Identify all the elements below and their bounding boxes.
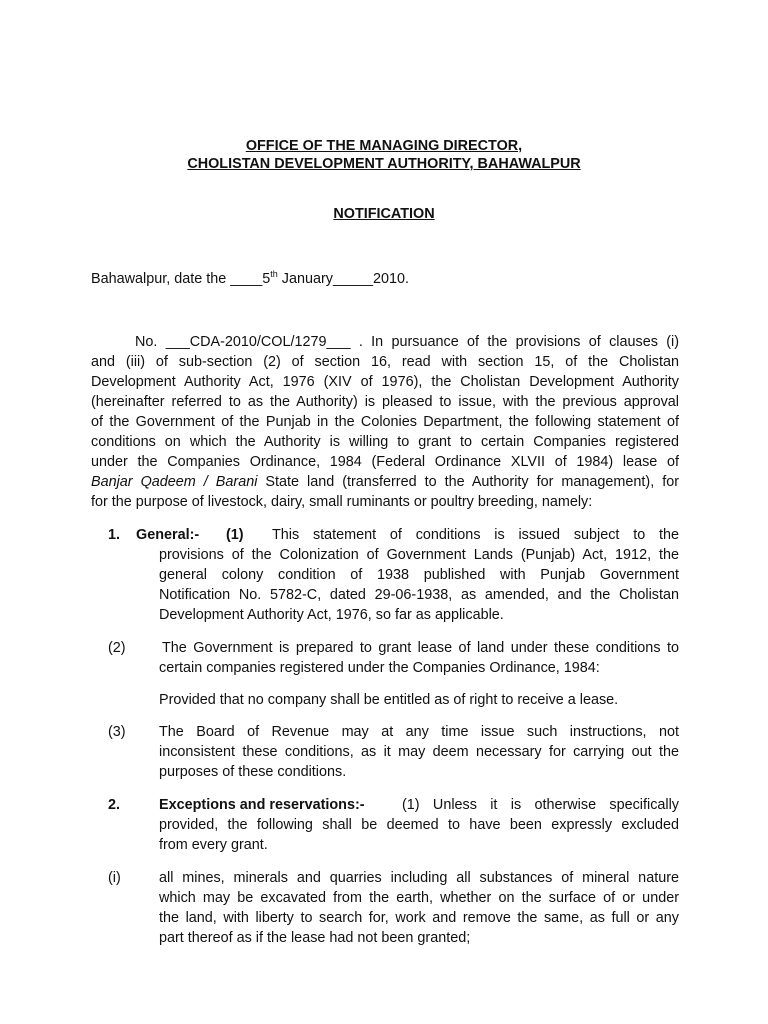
item-i-label: (i) [108, 870, 121, 886]
item-i-line-1: all mines, minerals and quarries including all substances of mineral nature [159, 870, 679, 886]
section-1-sublabel: (1) [226, 527, 244, 543]
preamble-line-8-rest: State land (transferred to the Authority for management), for [257, 474, 679, 490]
notification-title: NOTIFICATION [333, 206, 435, 222]
preamble-line-9: for the purpose of livestock, dairy, small ruminants or poultry breeding, namely: [91, 494, 593, 510]
section-1-line-3: general colony condition of 1938 published with Punjab Government [159, 567, 679, 583]
clause-2-label: (2) [108, 640, 126, 656]
clause-3-line-1: The Board of Revenue may at any time issue such instructions, not [159, 724, 679, 740]
date-line [91, 269, 679, 289]
section-1-line-4: Notification No. 5782-C, dated 29-06-1938, as amended, and the Cholistan [159, 587, 679, 603]
preamble-line-5: of the Government of the Punjab in the Colonies Department, the following statement of [91, 414, 679, 430]
clause-3-line-3: purposes of these conditions. [159, 764, 347, 780]
section-1-number: 1. [108, 527, 121, 543]
preamble-line-3: Development Authority Act, 1976 (XIV of 1976), the Cholistan Development Authority [91, 374, 679, 390]
clause-3-line-2: inconsistent these conditions, as it may deem necessary for carrying out the [159, 744, 679, 760]
preamble-line-6: conditions on which the Authority is willing to grant to certain Companies registered [91, 434, 679, 450]
clause-3-label: (3) [108, 724, 126, 740]
clause-2-line-2: certain companies registered under the Companies Ordinance, 1984: [159, 660, 600, 676]
item-i-line-2: which may be excavated from the earth, whether on the surface of or under [159, 890, 679, 906]
date-prefix: Bahawalpur, date the ____5 [91, 271, 271, 287]
land-type-italic: Banjar Qadeem / Barani [91, 474, 258, 490]
preamble-line-1: No. ___CDA-2010/COL/1279___ . In pursuance of the provisions of clauses (i) [135, 334, 679, 350]
office-heading: OFFICE OF THE MANAGING DIRECTOR, [245, 138, 523, 154]
section-1-line-2: provisions of the Colonization of Government Lands (Punjab) Act, 1912, the [159, 547, 679, 563]
preamble-line-8 [91, 472, 679, 492]
preamble-line-2: and (iii) of sub-section (2) of section 16, read with section 15, of the Cholistan [91, 354, 679, 370]
section-1-first-line: This statement of conditions is issued subject to the [272, 527, 679, 543]
section-2-heading: Exceptions and reservations:- [159, 797, 365, 813]
preamble-line-4: (hereinafter referred to as the Authority) is pleased to issue, with the previous approval [91, 394, 679, 410]
authority-heading: CHOLISTAN DEVELOPMENT AUTHORITY, BAHAWALPUR [187, 156, 581, 172]
clause-2-proviso: Provided that no company shall be entitled as of right to receive a lease. [159, 692, 619, 708]
item-i-line-4: part thereof as if the lease had not been granted; [159, 930, 471, 946]
date-superscript: th [270, 269, 278, 280]
section-2-number: 2. [108, 797, 121, 813]
section-2-line-2: provided, the following shall be deemed to have been expressly excluded [159, 817, 679, 833]
section-2-first-line: (1) Unless it is otherwise specifically [402, 797, 679, 813]
item-i-line-3: the land, with liberty to search for, work and remove the same, as full or any [159, 910, 679, 926]
section-2-line-3: from every grant. [159, 837, 268, 853]
section-1-line-5: Development Authority Act, 1976, so far as applicable. [159, 607, 504, 623]
clause-2-line-1: The Government is prepared to grant lease of land under these conditions to [162, 640, 679, 656]
section-1-heading: General:- [136, 527, 200, 543]
date-suffix: January_____2010. [277, 271, 409, 287]
preamble-line-7: under the Companies Ordinance, 1984 (Federal Ordinance XLVII of 1984) lease of [91, 454, 679, 470]
